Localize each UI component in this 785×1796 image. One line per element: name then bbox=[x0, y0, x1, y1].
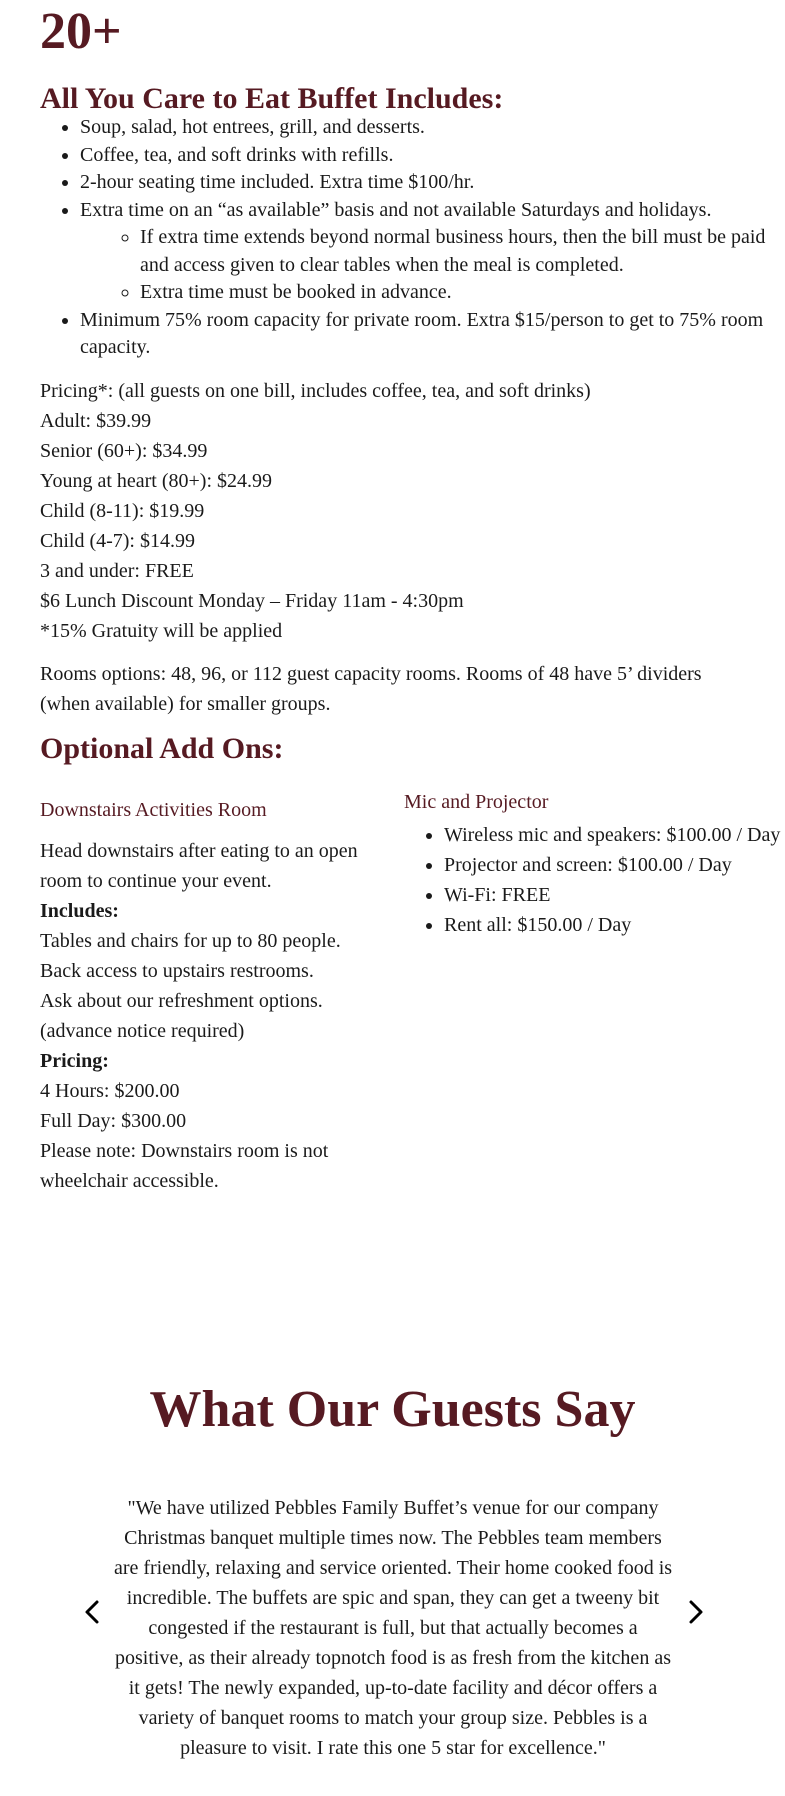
list-item: • Soup, salad, hot entrees, grill, and desserts. bbox=[80, 114, 780, 142]
list-item-label: Extra time on an “as available” basis and not available Saturdays and holidays. bbox=[80, 198, 712, 221]
list-item: • Wireless mic and speakers: $100.00 / Day bbox=[444, 820, 785, 850]
list-item-extra-time bbox=[80, 197, 780, 307]
testimonial-quote: "We have utilized Pebbles Family Buffet’s venue for our company Christmas banquet multiple times now. The Pebbles team members are friendly, relaxing and service oriented. Their home cooked food is incredible. The buffets are spic and span, they can get a tweeny bit congested if the restaurant is full, but that actually becomes a positive, as their already topnotch food is as fresh from the kitchen as it gets! The newly expanded, up-to-date facility and décor offers a variety of banquet rooms to match your group size. Pebbles is a pleasure to visit. I rate this one 5 star for excellence." bbox=[113, 1497, 673, 1759]
buffet-heading: All You Care to Eat Buffet Includes: bbox=[40, 82, 504, 115]
list-item: • Rent all: $150.00 / Day bbox=[444, 910, 785, 940]
gratuity-note: *15% Gratuity will be applied bbox=[40, 620, 283, 642]
list-item: • Coffee, tea, and soft drinks with refills. bbox=[80, 142, 780, 170]
carousel-next-button[interactable] bbox=[676, 1592, 716, 1632]
list-item: • Minimum 75% room capacity for private room. Extra $15/person to get to 75% room capacity. bbox=[80, 307, 780, 362]
price-child-8-11: Child (8-11): $19.99 bbox=[40, 500, 205, 522]
list-item: • Projector and screen: $100.00 / Day bbox=[444, 850, 785, 880]
pricing-block bbox=[40, 376, 740, 646]
chevron-left-icon bbox=[72, 1592, 112, 1632]
testimonials-heading: What Our Guests Say bbox=[149, 1381, 636, 1438]
price-child-4-7: Child (4-7): $14.99 bbox=[40, 530, 195, 552]
include-refreshments: Ask about our refreshment options. bbox=[40, 990, 323, 1012]
capacity-number: 20+ bbox=[40, 3, 122, 60]
include-tables: Tables and chairs for up to 80 people. bbox=[40, 930, 341, 952]
price-under-3: 3 and under: FREE bbox=[40, 560, 194, 582]
price-4-hours: 4 Hours: $200.00 bbox=[40, 1080, 180, 1102]
price-young-at-heart: Young at heart (80+): $24.99 bbox=[40, 470, 273, 492]
sub-list-item: ◦ Extra time must be booked in advance. bbox=[140, 279, 780, 307]
downstairs-pricing-label: Pricing: bbox=[40, 1050, 109, 1072]
downstairs-description: Head downstairs after eating to an open room to continue your event. bbox=[40, 840, 358, 892]
price-adult: Adult: $39.99 bbox=[40, 410, 152, 432]
lunch-discount: $6 Lunch Discount Monday – Friday 11am - 4:30pm bbox=[40, 590, 464, 612]
downstairs-room-title: Downstairs Activities Room bbox=[40, 799, 267, 821]
extra-time-sub-list bbox=[80, 224, 780, 307]
rooms-options: Rooms options: 48, 96, or 112 guest capacity rooms. Rooms of 48 have 5’ dividers (when available) for smaller groups. bbox=[40, 663, 702, 715]
mic-projector-title: Mic and Projector bbox=[404, 791, 549, 813]
includes-label: Includes: bbox=[40, 900, 119, 922]
accessibility-note: Please note: Downstairs room is not wheelchair accessible. bbox=[40, 1140, 329, 1192]
price-senior: Senior (60+): $34.99 bbox=[40, 440, 208, 462]
list-item: • 2-hour seating time included. Extra time $100/hr. bbox=[80, 169, 780, 197]
carousel-prev-button[interactable] bbox=[72, 1592, 112, 1632]
mic-projector-list bbox=[404, 820, 785, 940]
include-restrooms: Back access to upstairs restrooms. bbox=[40, 960, 314, 982]
pricing-intro: Pricing*: (all guests on one bill, includes coffee, tea, and soft drinks) bbox=[40, 380, 591, 402]
downstairs-room-details bbox=[40, 836, 380, 1196]
sub-list-item: ◦ If extra time extends beyond normal business hours, then the bill must be paid and access given to clear tables when the meal is completed. bbox=[140, 224, 780, 279]
list-item: • Wi-Fi: FREE bbox=[444, 880, 785, 910]
include-advance-notice: (advance notice required) bbox=[40, 1020, 245, 1042]
price-full-day: Full Day: $300.00 bbox=[40, 1110, 187, 1132]
chevron-right-icon bbox=[676, 1592, 716, 1632]
addons-heading: Optional Add Ons: bbox=[40, 732, 284, 765]
buffet-includes-list bbox=[40, 114, 780, 362]
